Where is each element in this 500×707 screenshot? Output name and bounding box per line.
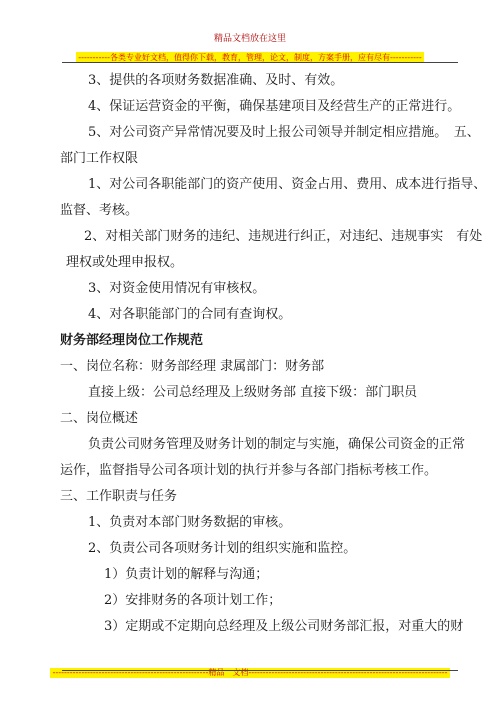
- document-body: [60, 68, 487, 640]
- header-title: 精品文档放在这里: [213, 34, 286, 44]
- section-title: 财务部经理岗位工作规范: [60, 333, 204, 348]
- duty-subitem: 2）安排财务的各项计划工作；: [104, 593, 282, 608]
- department: 隶属部门：财务部: [220, 359, 325, 374]
- duties-heading: 三、工作职责与任务: [60, 489, 178, 504]
- paragraph-line: 3、提供的各项财务数据准确、及时、有效。: [88, 73, 344, 88]
- paragraph-line: 5、对公司资产异常情况要及时上报公司领导并制定相应措施。 五、: [88, 125, 480, 140]
- direct-superior: 直接上级：公司总经理及上级财务部: [88, 385, 297, 400]
- paragraph-line: 负责公司财务管理及财务计划的制定与实施，确保公司资金的正常: [88, 437, 466, 452]
- paragraph-line: 理权或处理申报权。: [66, 255, 184, 270]
- footer-banner: ------------------------------------------------------精品 文档---------------------------------------------------------------------: [52, 668, 448, 677]
- post-name: 一、岗位名称：财务部经理: [60, 359, 217, 374]
- duty-item: 2、负责公司各项财务计划的组织实施和监控。: [88, 541, 357, 556]
- paragraph-line: 运作，监督指导公司各项计划的执行并参与各部门指标考核工作。: [60, 463, 438, 478]
- paragraph-line: 监督、考核。: [60, 203, 139, 218]
- paragraph-line: 3、对资金使用情况有审核权。: [88, 281, 266, 296]
- duty-subitem: 1）负责计划的解释与沟通；: [104, 567, 269, 582]
- duty-item: 1、负责对本部门财务数据的审核。: [88, 515, 292, 530]
- paragraph-line: 2、对相关部门财务的违纪、违规进行纠正，对违纪、违规事实 有处: [84, 229, 483, 244]
- direct-subordinate: 直接下级：部门职员: [300, 385, 418, 400]
- post-name-row: [60, 354, 460, 380]
- header-divider: [62, 62, 458, 63]
- paragraph-line: 1、对公司各职能部门的资产使用、资金占用、费用、成本进行指导、: [88, 177, 487, 192]
- paragraph-line: 4、对各职能部门的合同有查询权。: [88, 307, 292, 322]
- header-banner: -----------各类专业好文档，值得你下载，教育，管理，论文，制度，方案手册，应有尽有-----------: [78, 53, 422, 62]
- duty-subitem: 3）定期或不定期向总经理及上级公司财务部汇报，对重大的财: [104, 619, 464, 634]
- reporting-row: [60, 380, 460, 406]
- paragraph-line: 部门工作权限: [60, 151, 139, 166]
- overview-heading: 二、岗位概述: [60, 411, 139, 426]
- page-header: [0, 34, 500, 64]
- paragraph-line: 4、保证运营资金的平衡，确保基建项目及经营生产的正常进行。: [88, 99, 461, 114]
- footer-divider: [62, 670, 458, 671]
